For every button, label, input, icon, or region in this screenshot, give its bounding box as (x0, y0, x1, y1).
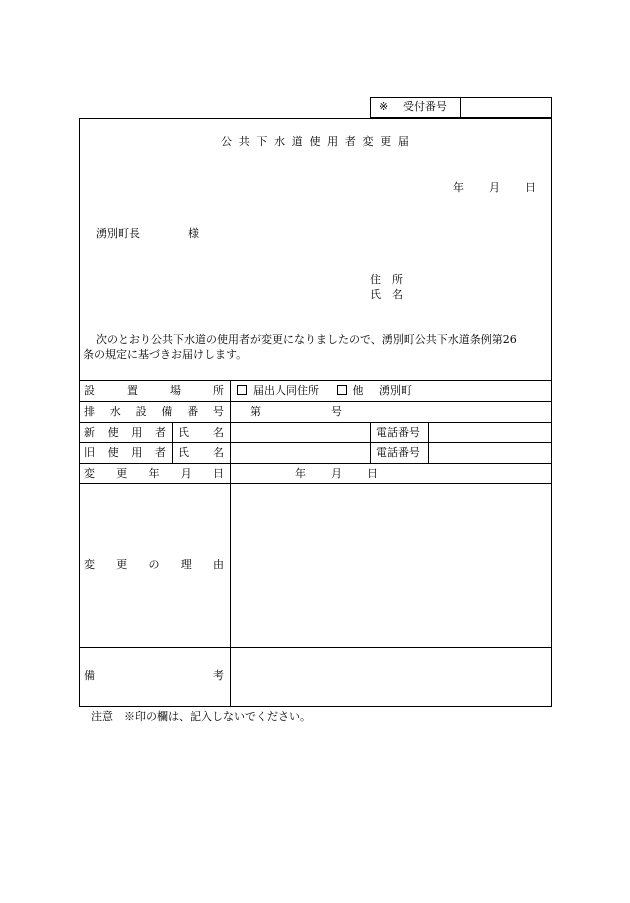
footer-note: 注意 ※印の欄は、記入しないでください。 (91, 710, 311, 723)
row-divider (79, 422, 552, 423)
form-title: 公 共 下 水 道 使 用 者 変 更 届 (221, 135, 409, 148)
drainage-suffix: 号 (331, 405, 342, 418)
name-sublabel-divider (172, 422, 173, 463)
row-divider (79, 483, 552, 484)
new-user-label: 新 使 用 者 (84, 426, 166, 439)
receipt-divider (460, 97, 461, 118)
statement-line-2: 条の規定に基づきお届けします。 (83, 348, 248, 361)
new-user-name-label: 氏 名 (178, 426, 224, 439)
location-options (237, 384, 412, 398)
receipt-label: 受付番号 (403, 100, 447, 113)
change-date-label: 変 更 年 月 日 (84, 467, 224, 480)
row-divider (79, 463, 552, 464)
addressee-honorific: 様 (188, 227, 199, 240)
date-day-label: 日 (525, 181, 536, 194)
date-year-label: 年 (453, 181, 464, 194)
row-divider (79, 647, 552, 648)
change-date-month: 月 (331, 467, 342, 480)
same-address-label: 届出人同住所 (253, 384, 319, 397)
old-user-phone-label: 電話番号 (376, 446, 420, 459)
drainage-label: 排 水 設 備 番 号 (84, 405, 224, 418)
label-column-divider (230, 380, 231, 707)
old-user-label: 旧 使 用 者 (84, 446, 166, 459)
change-date-year: 年 (295, 467, 306, 480)
location-label: 設 置 場 所 (84, 384, 224, 397)
statement-line-1: 次のとおり公共下水道の使用者が変更になりましたので、湧別町公共下水道条例第26 (96, 333, 517, 346)
receipt-number-field[interactable] (462, 99, 550, 116)
old-user-name-field[interactable] (232, 444, 368, 461)
table-top-border (79, 380, 552, 381)
old-user-phone-field[interactable] (430, 444, 550, 461)
change-date-day: 日 (367, 467, 378, 480)
reason-field[interactable] (232, 485, 550, 645)
remarks-label-1: 備 (84, 669, 95, 682)
phone-label-divider-right (428, 422, 429, 463)
receipt-mark: ※ (379, 100, 389, 113)
new-user-phone-label: 電話番号 (376, 426, 420, 439)
applicant-name-label: 氏 名 (370, 288, 403, 301)
new-user-name-field[interactable] (232, 424, 368, 441)
other-label: 他 (352, 384, 364, 397)
row-divider (79, 442, 552, 443)
location-town: 湧別町 (379, 384, 412, 397)
row-divider (79, 401, 552, 402)
old-user-name-label: 氏 名 (178, 446, 224, 459)
drainage-prefix: 第 (250, 405, 261, 418)
other-checkbox[interactable] (337, 385, 347, 395)
remarks-field[interactable] (232, 649, 550, 705)
date-month-label: 月 (489, 181, 500, 194)
remarks-label-2: 考 (213, 669, 224, 682)
addressee-name: 湧別町長 (96, 227, 140, 240)
applicant-address-label: 住 所 (370, 273, 403, 286)
reason-label: 変 更 の 理 由 (84, 558, 224, 571)
new-user-phone-field[interactable] (430, 424, 550, 441)
phone-label-divider-left (370, 422, 371, 463)
same-address-checkbox[interactable] (237, 385, 247, 395)
